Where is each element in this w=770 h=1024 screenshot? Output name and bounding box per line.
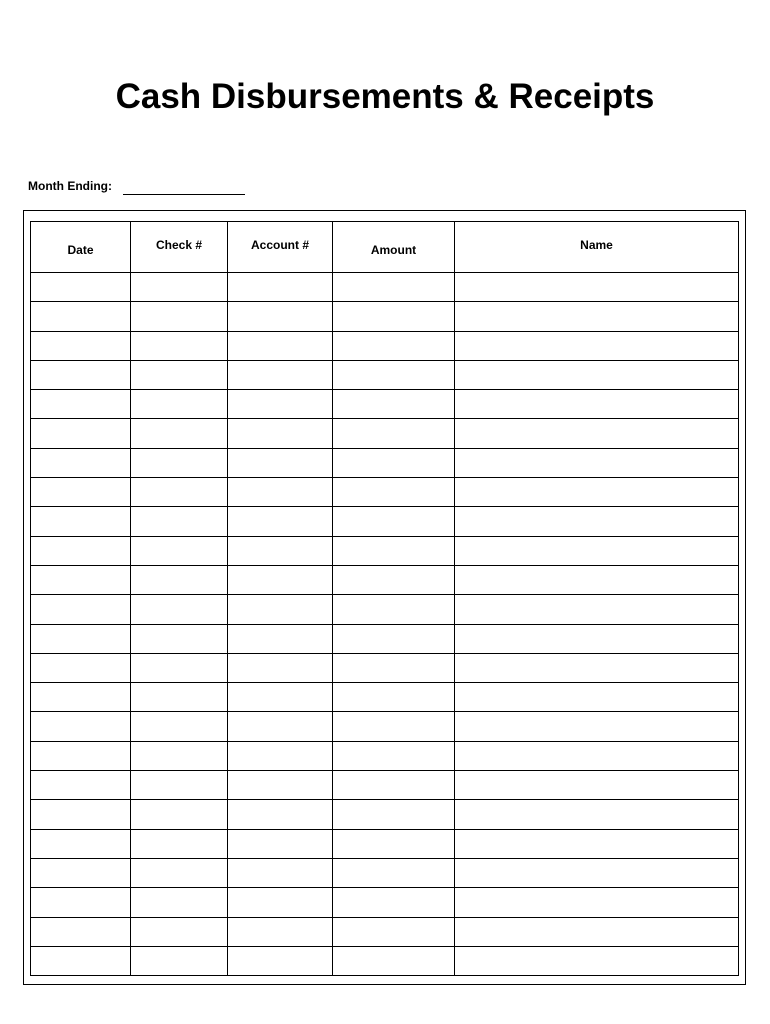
cell-account[interactable] <box>228 829 333 858</box>
table-row <box>31 536 739 565</box>
cell-name[interactable] <box>455 565 739 594</box>
table-row <box>31 565 739 594</box>
cell-amount[interactable] <box>333 390 455 419</box>
ledger-table <box>30 221 739 976</box>
cell-date[interactable] <box>31 624 131 653</box>
page-title: Cash Disbursements & Receipts <box>115 77 655 116</box>
cell-date[interactable] <box>31 360 131 389</box>
cell-name[interactable] <box>455 683 739 712</box>
cell-amount[interactable] <box>333 888 455 917</box>
cell-date[interactable] <box>31 712 131 741</box>
cell-amount[interactable] <box>333 448 455 477</box>
cell-account[interactable] <box>228 888 333 917</box>
column-header-name: Name <box>455 222 739 273</box>
cell-check[interactable] <box>131 712 228 741</box>
cell-check[interactable] <box>131 683 228 712</box>
cell-date[interactable] <box>31 419 131 448</box>
cell-name[interactable] <box>455 917 739 946</box>
column-header-account: Account # <box>228 222 333 273</box>
cell-amount[interactable] <box>333 800 455 829</box>
cell-amount[interactable] <box>333 478 455 507</box>
cell-check[interactable] <box>131 946 228 975</box>
table-row <box>31 741 739 770</box>
cell-name[interactable] <box>455 829 739 858</box>
cell-name[interactable] <box>455 653 739 682</box>
cell-check[interactable] <box>131 273 228 302</box>
cell-account[interactable] <box>228 331 333 360</box>
cell-amount[interactable] <box>333 565 455 594</box>
cell-date[interactable] <box>31 331 131 360</box>
cell-check[interactable] <box>131 858 228 887</box>
cell-amount[interactable] <box>333 273 455 302</box>
table-row <box>31 829 739 858</box>
table-row <box>31 507 739 536</box>
cell-name[interactable] <box>455 946 739 975</box>
column-header-date: Date <box>31 222 131 273</box>
cell-date[interactable] <box>31 536 131 565</box>
table-row <box>31 419 739 448</box>
cell-name[interactable] <box>455 302 739 331</box>
table-row <box>31 800 739 829</box>
cell-date[interactable] <box>31 829 131 858</box>
cell-name[interactable] <box>455 536 739 565</box>
cell-date[interactable] <box>31 946 131 975</box>
cell-check[interactable] <box>131 653 228 682</box>
cell-account[interactable] <box>228 536 333 565</box>
cell-amount[interactable] <box>333 712 455 741</box>
column-header-check: Check # <box>131 222 228 273</box>
cell-check[interactable] <box>131 917 228 946</box>
ledger-body <box>31 273 739 976</box>
cell-check[interactable] <box>131 888 228 917</box>
cell-name[interactable] <box>455 419 739 448</box>
cell-name[interactable] <box>455 858 739 887</box>
table-row <box>31 302 739 331</box>
cell-check[interactable] <box>131 478 228 507</box>
cell-account[interactable] <box>228 946 333 975</box>
cell-date[interactable] <box>31 653 131 682</box>
cell-date[interactable] <box>31 917 131 946</box>
table-row <box>31 917 739 946</box>
cell-name[interactable] <box>455 331 739 360</box>
cell-check[interactable] <box>131 331 228 360</box>
cell-date[interactable] <box>31 683 131 712</box>
cell-amount[interactable] <box>333 624 455 653</box>
cell-date[interactable] <box>31 741 131 770</box>
cell-check[interactable] <box>131 624 228 653</box>
table-row <box>31 331 739 360</box>
cell-name[interactable] <box>455 390 739 419</box>
cell-name[interactable] <box>455 624 739 653</box>
cell-date[interactable] <box>31 507 131 536</box>
cell-account[interactable] <box>228 478 333 507</box>
cell-check[interactable] <box>131 741 228 770</box>
cell-amount[interactable] <box>333 536 455 565</box>
cell-name[interactable] <box>455 712 739 741</box>
cell-amount[interactable] <box>333 331 455 360</box>
table-row <box>31 712 739 741</box>
cell-date[interactable] <box>31 565 131 594</box>
cell-account[interactable] <box>228 507 333 536</box>
cell-date[interactable] <box>31 478 131 507</box>
table-row <box>31 390 739 419</box>
cell-name[interactable] <box>455 507 739 536</box>
cell-check[interactable] <box>131 507 228 536</box>
cell-amount[interactable] <box>333 595 455 624</box>
cell-date[interactable] <box>31 390 131 419</box>
column-header-amount: Amount <box>333 222 455 273</box>
table-row <box>31 624 739 653</box>
cell-check[interactable] <box>131 829 228 858</box>
cell-amount[interactable] <box>333 741 455 770</box>
cell-account[interactable] <box>228 653 333 682</box>
cell-amount[interactable] <box>333 829 455 858</box>
cell-account[interactable] <box>228 273 333 302</box>
month-ending-field[interactable] <box>123 194 245 195</box>
cell-account[interactable] <box>228 565 333 594</box>
cell-amount[interactable] <box>333 946 455 975</box>
cell-name[interactable] <box>455 741 739 770</box>
table-row <box>31 653 739 682</box>
cell-name[interactable] <box>455 273 739 302</box>
cell-account[interactable] <box>228 302 333 331</box>
table-row <box>31 595 739 624</box>
cell-date[interactable] <box>31 888 131 917</box>
table-row <box>31 273 739 302</box>
cell-date[interactable] <box>31 595 131 624</box>
cell-amount[interactable] <box>333 917 455 946</box>
cell-name[interactable] <box>455 360 739 389</box>
cell-account[interactable] <box>228 741 333 770</box>
header-row <box>31 222 739 273</box>
cell-date[interactable] <box>31 771 131 800</box>
cell-date[interactable] <box>31 800 131 829</box>
table-row <box>31 888 739 917</box>
cell-account[interactable] <box>228 419 333 448</box>
cell-check[interactable] <box>131 390 228 419</box>
cell-name[interactable] <box>455 595 739 624</box>
cell-name[interactable] <box>455 800 739 829</box>
cell-amount[interactable] <box>333 360 455 389</box>
cell-check[interactable] <box>131 360 228 389</box>
cell-check[interactable] <box>131 800 228 829</box>
cell-account[interactable] <box>228 712 333 741</box>
cell-account[interactable] <box>228 771 333 800</box>
cell-account[interactable] <box>228 858 333 887</box>
cell-amount[interactable] <box>333 419 455 448</box>
cell-amount[interactable] <box>333 653 455 682</box>
table-row <box>31 360 739 389</box>
month-ending-label: Month Ending: <box>28 179 112 193</box>
cell-account[interactable] <box>228 624 333 653</box>
cell-date[interactable] <box>31 448 131 477</box>
cell-check[interactable] <box>131 565 228 594</box>
cell-check[interactable] <box>131 595 228 624</box>
cell-account[interactable] <box>228 448 333 477</box>
cell-name[interactable] <box>455 448 739 477</box>
cell-amount[interactable] <box>333 683 455 712</box>
cell-amount[interactable] <box>333 302 455 331</box>
cell-name[interactable] <box>455 888 739 917</box>
cell-account[interactable] <box>228 683 333 712</box>
cell-check[interactable] <box>131 302 228 331</box>
cell-check[interactable] <box>131 419 228 448</box>
table-row <box>31 448 739 477</box>
cell-account[interactable] <box>228 390 333 419</box>
cell-account[interactable] <box>228 360 333 389</box>
cell-date[interactable] <box>31 858 131 887</box>
cell-check[interactable] <box>131 448 228 477</box>
cell-check[interactable] <box>131 771 228 800</box>
table-row <box>31 946 739 975</box>
cell-account[interactable] <box>228 595 333 624</box>
cell-amount[interactable] <box>333 507 455 536</box>
table-row <box>31 858 739 887</box>
cell-name[interactable] <box>455 771 739 800</box>
table-row <box>31 771 739 800</box>
cell-account[interactable] <box>228 800 333 829</box>
cell-date[interactable] <box>31 273 131 302</box>
cell-date[interactable] <box>31 302 131 331</box>
cell-account[interactable] <box>228 917 333 946</box>
cell-amount[interactable] <box>333 858 455 887</box>
cell-name[interactable] <box>455 478 739 507</box>
table-row <box>31 478 739 507</box>
cell-check[interactable] <box>131 536 228 565</box>
cell-amount[interactable] <box>333 771 455 800</box>
table-row <box>31 683 739 712</box>
